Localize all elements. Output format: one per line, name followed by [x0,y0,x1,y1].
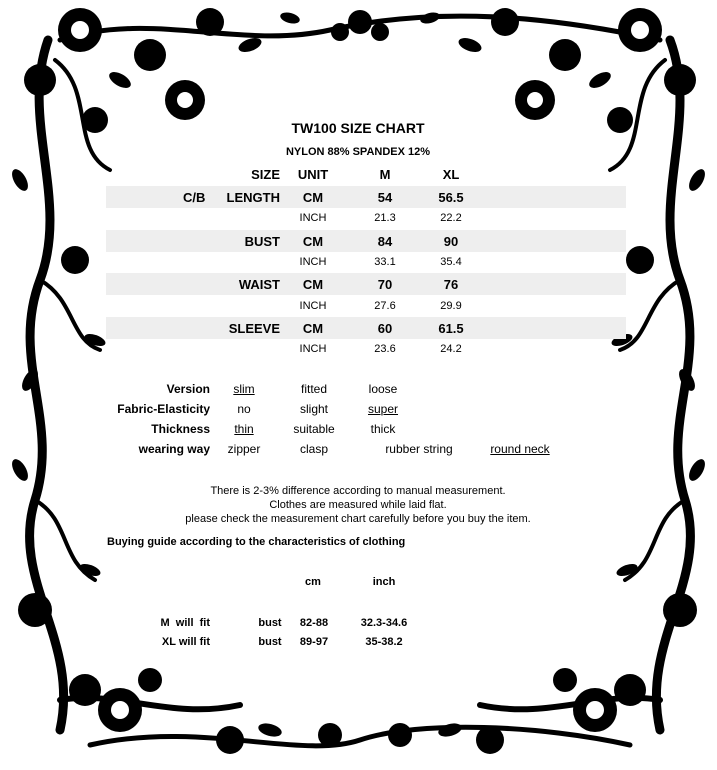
attr-label-elasticity: Fabric-Elasticity [117,402,210,416]
attr-option-selected: super [367,402,399,416]
inch-m-value: 23.6 [374,343,396,355]
guide-row-label: XL will fit [161,636,210,648]
inch-xl-value: 24.2 [440,343,462,355]
inch-xl-value: 29.9 [440,300,462,312]
note-line: There is 2-3% difference according to manual measurement. [210,485,506,497]
inch-m-value: 21.3 [374,212,396,224]
guide-col-cm: cm [305,576,321,588]
attr-option: thick [370,422,396,436]
row-label: WAIST [238,277,280,292]
guide-title: Buying guide according to the characteristics of clothing [107,536,406,548]
cm-m-value: 70 [377,277,393,292]
row-prefix: C/B [183,190,206,205]
attr-option: suitable [293,422,335,436]
attr-option-selected: slim [233,382,255,396]
guide-row-label: M will fit [160,617,210,629]
guide-row-cm: 89-97 [299,636,329,648]
inch-m-value: 33.1 [374,256,396,268]
inch-m-value: 27.6 [374,300,396,312]
size-header: SIZE [251,167,280,182]
cm-m-value: 60 [377,321,393,336]
attr-option: no [237,402,251,416]
bottom-garland [90,727,630,746]
unit-inch: INCH [299,212,327,224]
guide-row-inch: 35-38.2 [365,636,403,648]
unit-header: UNIT [297,167,329,182]
row-label: LENGTH [226,190,280,205]
inch-xl-value: 35.4 [440,256,462,268]
cm-xl-value: 61.5 [438,321,464,336]
attr-option: zipper [227,442,261,456]
guide-row-part: bust [258,617,282,629]
attr-option: slight [299,402,328,416]
attr-option: fitted [300,382,327,396]
note-line: please check the measurement chart carefully before you buy the item. [185,513,531,525]
guide-row-cm: 82-88 [299,617,329,629]
attr-option: clasp [299,442,328,456]
size-xl-header: XL [442,167,460,182]
guide-row-inch: 32.3-34.6 [360,617,408,629]
cm-m-value: 84 [377,234,393,249]
row-label: SLEEVE [228,321,280,336]
unit-inch: INCH [299,343,327,355]
size-m-header: M [379,167,391,182]
cm-xl-value: 90 [443,234,459,249]
material-composition: NYLON 88% SPANDEX 12% [285,146,431,158]
unit-inch: INCH [299,300,327,312]
inch-xl-value: 22.2 [440,212,462,224]
unit-cm: CM [302,277,324,292]
unit-inch: INCH [299,256,327,268]
chart-title: TW100 SIZE CHART [291,120,425,136]
attr-label-wearing-way: wearing way [138,442,210,456]
attr-label-thickness: Thickness [151,422,210,436]
attr-option: loose [368,382,398,396]
attr-option-selected: round neck [490,442,550,456]
attr-label-version: Version [166,382,210,396]
unit-cm: CM [302,190,324,205]
cm-m-value: 54 [377,190,393,205]
attr-option: rubber string [385,442,453,456]
cm-xl-value: 56.5 [438,190,464,205]
unit-cm: CM [302,234,324,249]
attr-option-selected: thin [234,422,254,436]
guide-row-part: bust [258,636,282,648]
cm-xl-value: 76 [443,277,459,292]
guide-col-inch: inch [372,576,396,588]
note-line: Clothes are measured while laid flat. [269,499,447,511]
row-label: BUST [244,234,280,249]
unit-cm: CM [302,321,324,336]
